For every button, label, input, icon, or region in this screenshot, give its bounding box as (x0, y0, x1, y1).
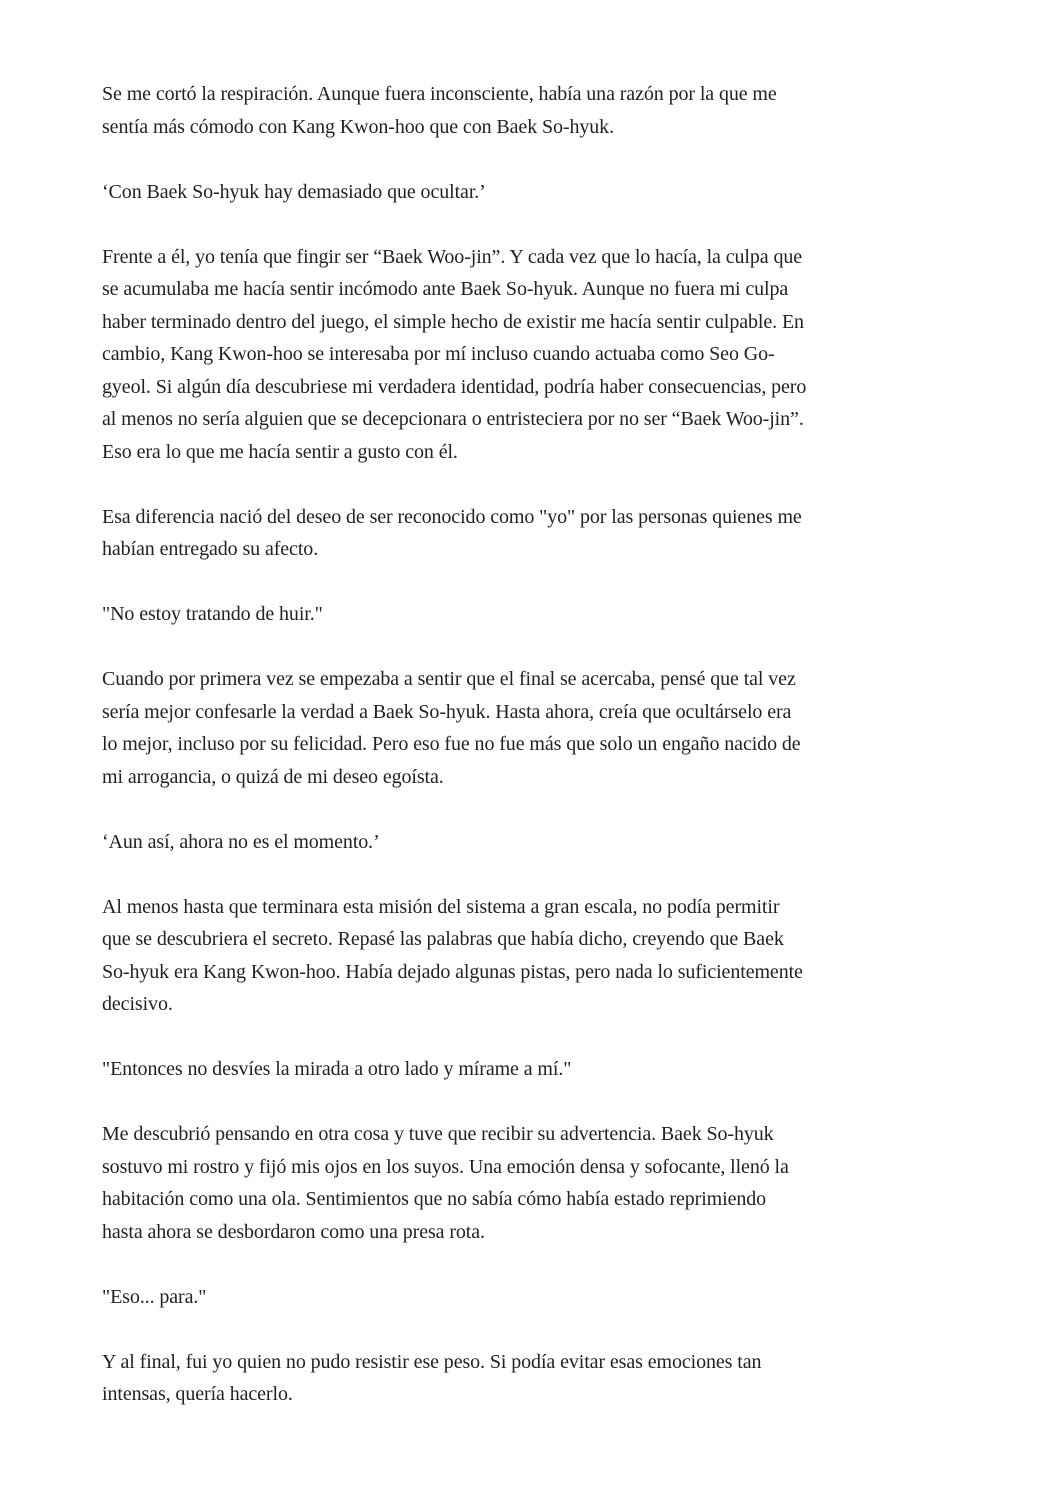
paragraph-narration-2 (102, 241, 952, 469)
paragraph-dialogue-1 (102, 598, 952, 631)
text-line: ‘Con Baek So-hyuk hay demasiado que ocultar.’ (102, 180, 486, 203)
text-line: lo mejor, incluso por su felicidad. Pero eso fue no fue más que solo un engaño nacido de (102, 733, 801, 755)
text-line: mi arrogancia, o quizá de mi deseo egoísta. (102, 765, 444, 788)
paragraph-thought-1 (102, 176, 952, 209)
paragraph-narration-3 (102, 501, 952, 566)
text-line: "No estoy tratando de huir." (102, 603, 323, 625)
text-line: Frente a él, yo tenía que fingir ser “Baek Woo-jin”. Y cada vez que lo hacía, la culpa que (102, 245, 803, 268)
text-line: intensas, quería hacerlo. (102, 1383, 293, 1405)
paragraph-dialogue-3 (102, 1281, 952, 1314)
text-line: cambio, Kang Kwon-hoo se interesaba por mí incluso cuando actuaba como Seo Go- (102, 343, 775, 365)
text-line: Se me cortó la respiración. Aunque fuera inconsciente, había una razón por la que me (102, 83, 777, 105)
text-line: al menos no sería alguien que se decepcionara o entristeciera por no ser “Baek Woo-jin”. (102, 408, 804, 430)
text-line: habitación como una ola. Sentimientos que no sabía cómo había estado reprimiendo (102, 1188, 767, 1210)
paragraph-narration-6 (102, 1118, 952, 1248)
paragraph-thought-2 (102, 826, 952, 859)
paragraph-narration-1 (102, 78, 952, 143)
text-line: sentía más cómodo con Kang Kwon-hoo que con Baek So-hyuk. (102, 115, 614, 138)
text-line: Me descubrió pensando en otra cosa y tuve que recibir su advertencia. Baek So-hyuk (102, 1123, 774, 1145)
document-page (102, 78, 952, 1443)
text-line: Esa diferencia nació del deseo de ser reconocido como "yo" por las personas quienes me (102, 505, 802, 528)
text-line: Al menos hasta que terminara esta misión del sistema a gran escala, no podía permitir (102, 895, 780, 918)
text-line: "Eso... para." (102, 1285, 207, 1308)
text-line: se acumulaba me hacía sentir incómodo ante Baek So-hyuk. Aunque no fuera mi culpa (102, 278, 789, 300)
text-line: sostuvo mi rostro y fijó mis ojos en los suyos. Una emoción densa y sofocante, llenó la (102, 1155, 789, 1178)
paragraph-narration-7 (102, 1346, 952, 1411)
paragraph-dialogue-2 (102, 1053, 952, 1086)
paragraph-narration-5 (102, 891, 952, 1021)
text-line: So-hyuk era Kang Kwon-hoo. Había dejado algunas pistas, pero nada lo suficientemente (102, 960, 803, 983)
text-line: hasta ahora se desbordaron como una presa rota. (102, 1220, 485, 1243)
text-line: Y al final, fui yo quien no pudo resistir ese peso. Si podía evitar esas emociones tan (102, 1350, 762, 1373)
paragraph-narration-4 (102, 663, 952, 793)
text-line: gyeol. Si algún día descubriese mi verdadera identidad, podría haber consecuencias, pero (102, 375, 807, 398)
text-line: decisivo. (102, 993, 173, 1015)
text-line: haber terminado dentro del juego, el simple hecho de existir me hacía sentir culpable. En (102, 310, 804, 333)
text-line: Cuando por primera vez se empezaba a sentir que el final se acercaba, pensé que tal vez (102, 668, 796, 690)
text-line: "Entonces no desvíes la mirada a otro lado y mírame a mí." (102, 1058, 572, 1080)
text-line: Eso era lo que me hacía sentir a gusto con él. (102, 440, 458, 463)
text-line: sería mejor confesarle la verdad a Baek So-hyuk. Hasta ahora, creía que ocultárselo era (102, 700, 792, 723)
text-line: ‘Aun así, ahora no es el momento.’ (102, 830, 380, 853)
text-line: habían entregado su afecto. (102, 538, 319, 560)
text-line: que se descubriera el secreto. Repasé las palabras que había dicho, creyendo que Baek (102, 928, 784, 950)
